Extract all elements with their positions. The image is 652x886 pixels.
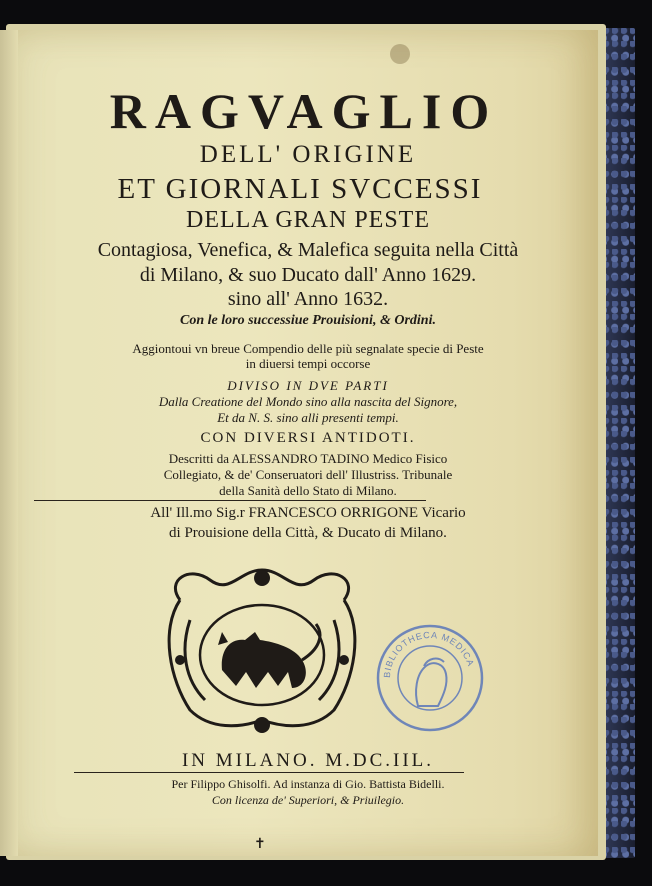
ink-stain <box>390 44 410 64</box>
printer-device-emblem <box>160 560 364 738</box>
title-page <box>18 30 598 856</box>
mask-face <box>254 570 270 586</box>
printer-line: Per Filippo Ghisolfi. Ad instanza di Gio. Battista Bidelli. <box>171 777 445 791</box>
antidotes-line: CON DIVERSI ANTIDOTI. <box>200 430 416 446</box>
subtitle-line-3: sino all' Anno 1632. <box>227 288 389 310</box>
provisions-line: Con le loro successiue Prouisioni, & Ordini. <box>180 313 436 328</box>
imprint-rule <box>74 772 464 773</box>
license-line: Con licenza de' Superiori, & Priuilegio. <box>211 793 405 807</box>
division-line: DIVISO IN DVE PARTI <box>227 378 389 393</box>
page-left-edge <box>0 30 18 856</box>
compendium-line-1: Aggiontoui vn breue Compendio delle più segnalate specie di Peste <box>132 341 484 356</box>
dedication-line-1: All' Ill.mo Sig.r FRANCESCO ORRIGONE Vicario <box>150 505 466 521</box>
svg-text:BIBLIOTHECA MEDICA: BIBLIOTHECA MEDICA <box>381 629 477 679</box>
title-line-3: ET GIORNALI SVCCESSI <box>117 173 483 205</box>
imprint-place-date: IN MILANO. M.DC.IIL. <box>181 750 435 771</box>
title-line-2: DELL' ORIGINE <box>199 141 417 168</box>
library-stamp <box>374 622 486 734</box>
divider-rule <box>34 500 426 501</box>
main-title: RAGVAGLIO <box>109 83 499 139</box>
compendium-line-2: in diuersi tempi occorse <box>245 356 371 371</box>
subtitle-line-1: Contagiosa, Venefica, & Malefica seguita nella Città <box>97 239 519 261</box>
author-line-3: della Sanità dello Stato di Milano. <box>219 483 397 498</box>
signature-mark: ✝ <box>254 837 266 852</box>
subtitle-line-2: di Milano, & suo Ducato dall' Anno 1629. <box>139 264 477 286</box>
division-part-2: Et da N. S. sino alli presenti tempi. <box>217 410 399 425</box>
author-line-1: Descritti da ALESSANDRO TADINO Medico Fisico <box>168 451 448 466</box>
author-line-2: Collegiato, & de' Conseruatori dell' Illustriss. Tribunale <box>163 467 453 482</box>
title-line-4: DELLA GRAN PESTE <box>186 207 430 233</box>
dedication-line-2: di Prouisione della Città, & Ducato di Milano. <box>169 525 447 541</box>
division-part-1: Dalla Creatione del Mondo sino alla nascita del Signore, <box>158 394 458 409</box>
